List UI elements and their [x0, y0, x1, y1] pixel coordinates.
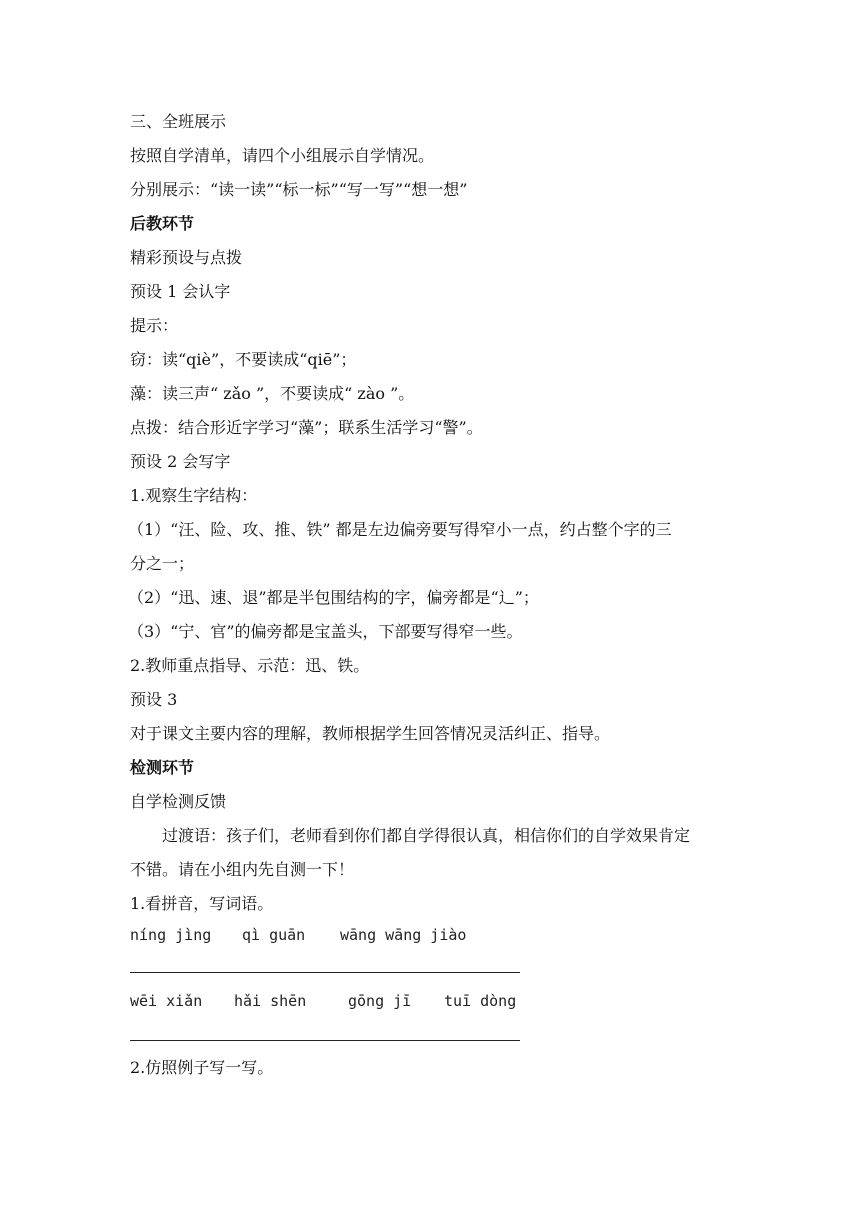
section-heading-testing: 检测环节: [130, 758, 195, 777]
pinyin-word: níng jìng: [130, 926, 212, 944]
paragraph: 不错。请在小组内先自测一下！: [130, 860, 355, 879]
exercise-heading: 2.仿照例子写一写。: [130, 1058, 274, 1077]
paragraph: 窃：读“qiè”，不要读成“qiē”；: [130, 350, 357, 369]
paragraph: 预设 1 会认字: [130, 282, 231, 301]
paragraph: 对于课文主要内容的理解，教师根据学生回答情况灵活纠正、指导。: [130, 724, 611, 743]
pinyin-row-2: [130, 991, 516, 1011]
paragraph: 自学检测反馈: [130, 792, 227, 811]
paragraph: 预设 2 会写字: [130, 452, 231, 471]
pinyin-word: gōng jī: [348, 992, 412, 1010]
section-heading-after-teaching: 后教环节: [130, 214, 195, 233]
paragraph: 精彩预设与点拨: [130, 248, 243, 267]
pinyin-word: wāng wāng jiào: [340, 926, 467, 944]
paragraph: 提示：: [130, 316, 179, 335]
pinyin-word: qì guān: [242, 926, 306, 944]
paragraph: 2.教师重点指导、示范：迅、铁。: [130, 656, 370, 675]
paragraph: 分之一；: [130, 554, 195, 573]
pinyin-word: tuī dòng: [444, 992, 517, 1010]
paragraph: 点拨：结合形近字学习“藻”；联系生活学习“警”。: [130, 418, 483, 437]
paragraph: 预设 3: [130, 690, 178, 709]
pinyin-word: hǎi shēn: [234, 992, 307, 1010]
paragraph: 1.观察生字结构：: [130, 486, 258, 505]
paragraph: 按照自学清单，请四个小组展示自学情况。: [130, 146, 435, 165]
exercise-heading: 1.看拼音，写词语。: [130, 894, 274, 913]
paragraph: （2）“迅、速、退”都是半包围结构的字，偏旁都是“辶”；: [128, 588, 539, 607]
answer-line: [130, 972, 520, 973]
answer-line: [130, 1040, 520, 1041]
paragraph: （3）“宁、官”的偏旁都是宝盖头，下部要写得窄一些。: [128, 622, 523, 641]
paragraph: （1）“汪、险、攻、推、铁” 都是左边偏旁要写得窄小一点，约占整个字的三: [128, 520, 672, 539]
paragraph: 过渡语：孩子们，老师看到你们都自学得很认真，相信你们的自学效果肯定: [162, 826, 691, 845]
pinyin-word: wēi xiǎn: [130, 992, 203, 1010]
pinyin-row-1: [130, 925, 466, 945]
section-heading-class-display: 三、全班展示: [130, 112, 227, 131]
paragraph: 分别展示：“读一读”“标一标”“写一写”“想一想”: [130, 180, 468, 199]
paragraph: 藻：读三声“ zǎo ”，不要读成“ zào ”。: [130, 384, 415, 403]
